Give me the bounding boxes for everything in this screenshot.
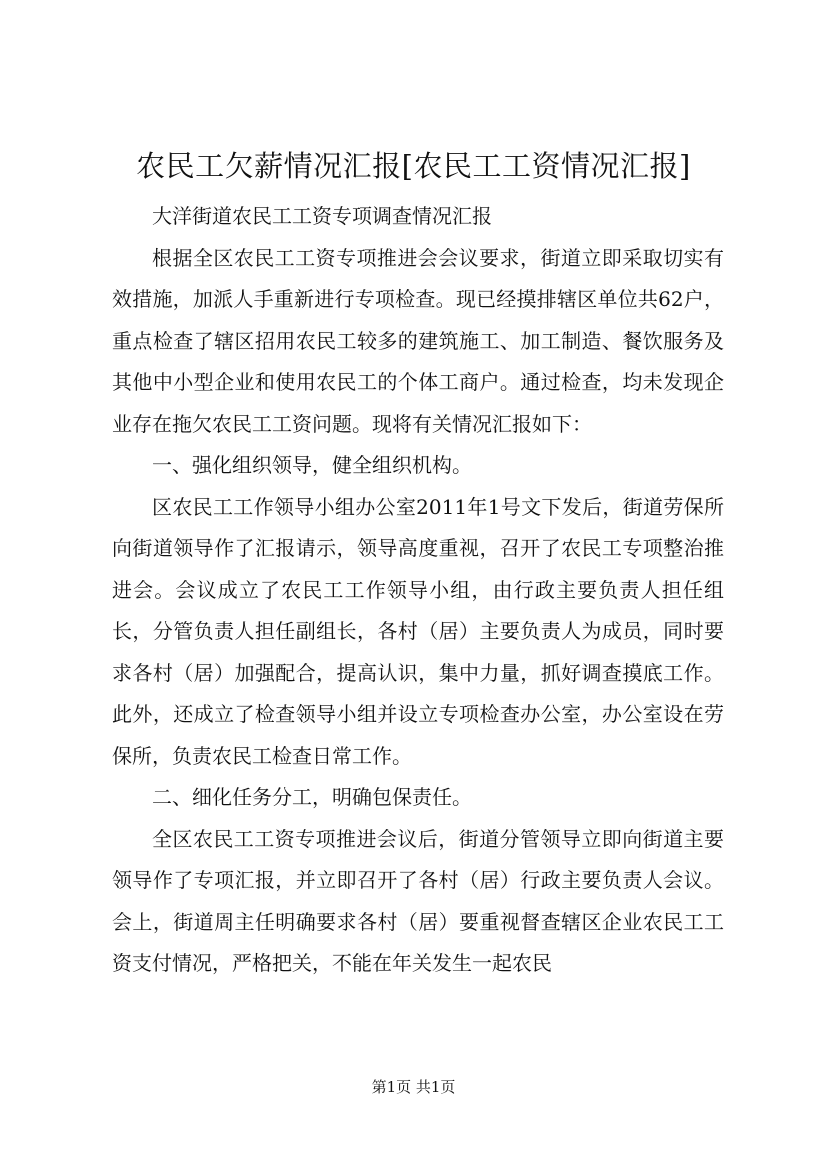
paragraph-section-2: 全区农民工工资专项推进会议后，街道分管领导立即向街道主要领导作了专项汇报，并立即召开了各村（居）行政主要负责人会议。会上，街道周主任明确要求各村（居）要重视督查辖区企业农民工工资支付情况，严格把关，不能在年关发生一起农民 (112, 826, 724, 975)
paragraph-intro: 根据全区农民工工资专项推进会会议要求，街道立即采取切实有效措施，加派人手重新进行专项检查。现已经摸排辖区单位共62户，重点检查了辖区招用农民工较多的建筑施工、加工制造、餐饮服务及其他中小型企业和使用农民工的个体工商户。通过检查，均未发现企业存在拖欠农民工工资问题。现将有关情况汇报如下： (112, 245, 724, 436)
section-heading-1: 一、强化组织领导，健全组织机构。 (152, 453, 472, 477)
paragraph-section-1: 区农民工工作领导小组办公室2011年1号文下发后，街道劳保所向街道领导作了汇报请示，领导高度重视，召开了农民工专项整治推进会。会议成立了农民工工作领导小组，由行政主要负责人担任组长，分管负责人担任副组长，各村（居）主要负责人为成员，同时要求各村（居）加强配合，提高认识，集中力量，抓好调查摸底工作。此外，还成立了检查领导小组并设立专项检查办公室，办公室设在劳保所，负责农民工检查日常工作。 (112, 494, 724, 768)
section-heading-2: 二、细化任务分工，明确包保责任。 (152, 785, 472, 809)
document-title: 农民工欠薪情况汇报[农民工工资情况汇报] (136, 149, 691, 183)
document-body (112, 196, 724, 985)
subtitle: 大洋街道农民工工资专项调查情况汇报 (152, 204, 492, 228)
page-footer: 第1页 共1页 (371, 1078, 456, 1096)
